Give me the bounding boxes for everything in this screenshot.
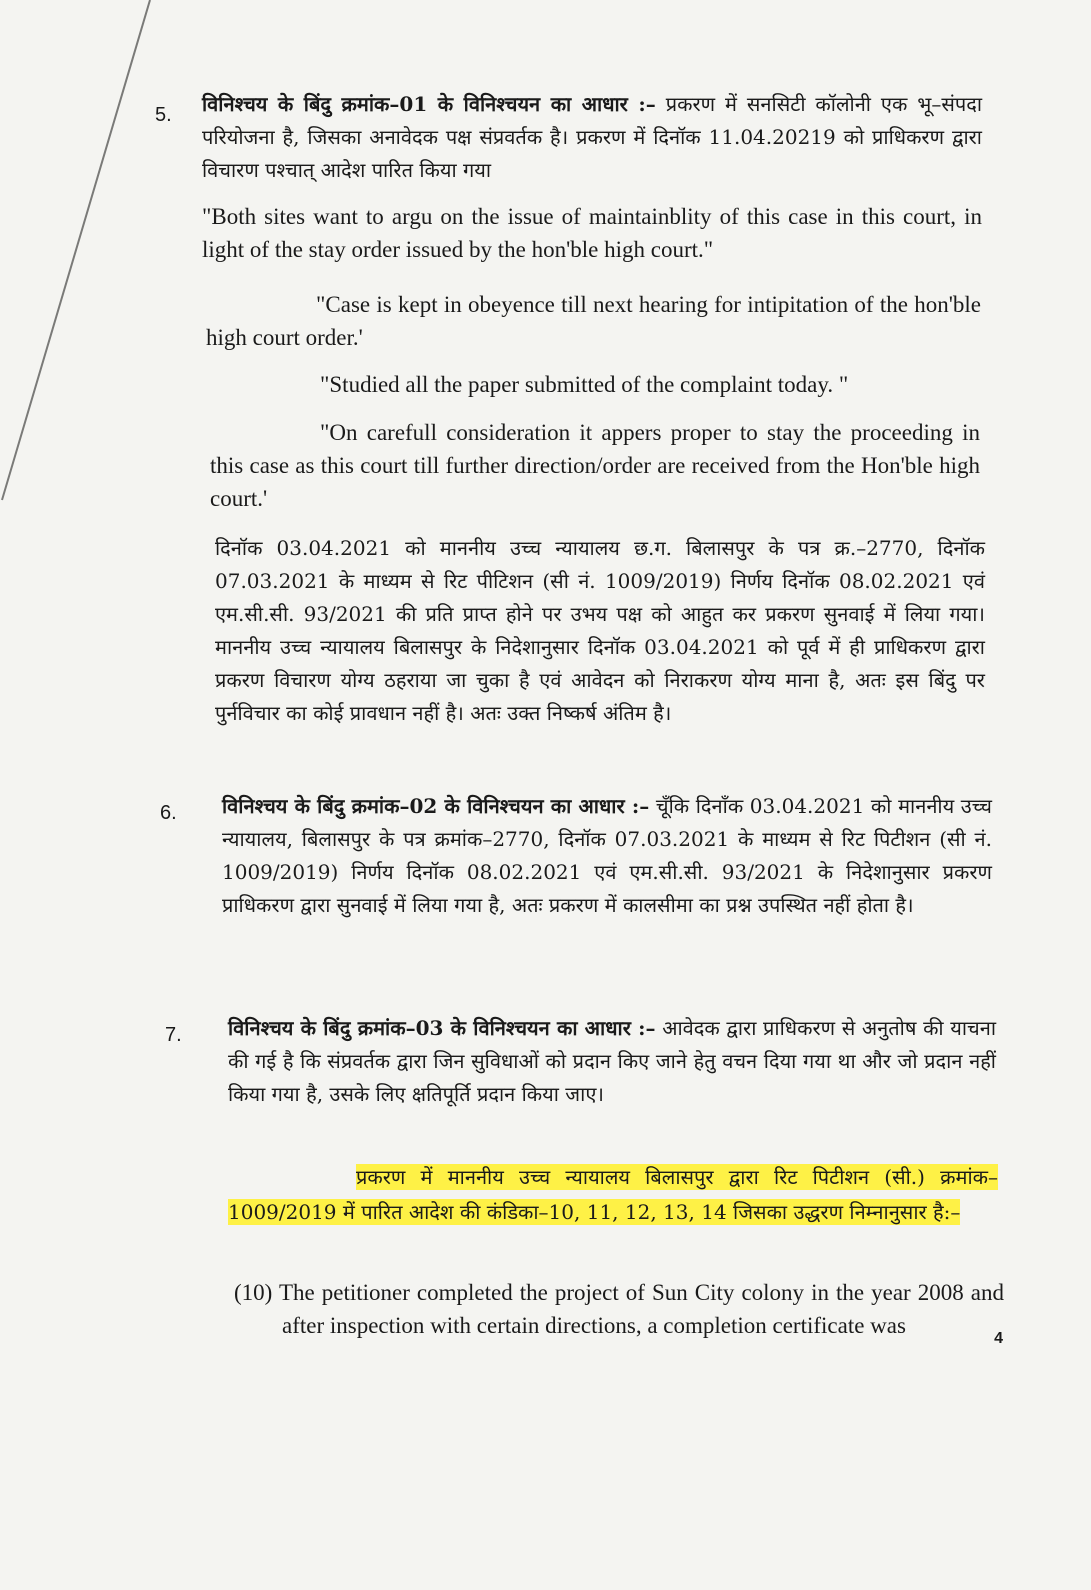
para-6-text: चूँकि दिनाँक 03.04.2021 को माननीय उच्च न्यायालय, बिलासपुर के पत्र क्रमांक–2770, दिनॉक 07.03.2021 के माध्यम से रिट पिटीशन (सी नं. 1009/2019) निर्णय दिनॉक 08.02.2021 एवं एम.सी.सी. 93/2021 के निदेशानुसार प्रकरण प्राधिकरण द्वारा सुनवाई में लिया गया है, अतः प्रकरण में कालसीमा का प्रश्न उपस्थित नहीं होता है। (222, 794, 993, 917)
para-7-text: आवेदक द्वारा प्राधिकरण से अनुतोष की याचना की गई है कि संप्रवर्तक द्वारा जिन सुविधाओं को प्रदान किए जाने हेतु वचन दिया गया था और जो प्रदान नहीं किया गया है, उसके लिए क्षतिपूर्ति प्रदान किया जाए। (228, 1016, 997, 1106)
para-5-text: प्रकरण में सनसिटी कॉलोनी एक भू–संपदा परियोजना है, जिसका अनावेदक पक्ष संप्रवर्तक है। प्रकरण में दिनॉक 11.04.20219 को प्राधिकरण द्वारा विचारण पश्चात् आदेश पारित किया गया (202, 92, 982, 182)
para-5-body (202, 88, 982, 187)
quote-10: (10) The petitioner completed the project of Sun City colony in the year 2008 and after inspection with certain directions, a completion certificate was (234, 1280, 1004, 1338)
para-7-number: 7. (165, 1024, 182, 1046)
highlighted-citation: प्रकरण में माननीय उच्च न्यायालय बिलासपुर द्वारा रिट पिटीशन (सी.) क्रमांक–1009/2019 में पारित आदेश की कंडिका–10, 11, 12, 13, 14 जिसका उद्धरण निम्नानुसार है:– (228, 1165, 998, 1224)
quote-3: "Studied all the paper submitted of the complaint today. " (320, 372, 849, 397)
quote-2: "Case is kept in obeyence till next hearing for intipitation of the hon'ble high court order.' (206, 292, 981, 350)
para-7-heading: विनिश्चय के बिंदु क्रमांक–03 के विनिश्चयन का आधार :– (228, 1016, 656, 1040)
page-number: 4 (994, 1330, 1003, 1347)
quote-4: "On carefull consideration it appers proper to stay the proceeding in this case as this court till further direction/order are received from the Hon'ble high court.' (210, 420, 980, 511)
quote-1: "Both sites want to argu on the issue of maintainblity of this case in this court, in light of the stay order issued by the hon'ble high court." (202, 204, 982, 262)
para-6-number: 6. (160, 802, 177, 824)
para-6-heading: विनिश्चय के बिंदु क्रमांक–02 के विनिश्चयन का आधार :– (222, 794, 650, 818)
para-5-continuation: दिनॉक 03.04.2021 को माननीय उच्च न्यायालय छ.ग. बिलासपुर के पत्र क्र.–2770, दिनॉक 07.03.2021 के माध्यम से रिट पीटिशन (सी नं. 1009/2019) निर्णय दिनॉक 08.02.2021 एवं एम.सी.सी. 93/2021 की प्रति प्राप्त होने पर उभय पक्ष को आहुत कर प्रकरण सुनवाई में लिया गया। माननीय उच्च न्यायालय बिलासपुर के निदेशानुसार दिनॉक 03.04.2021 को पूर्व में ही प्राधिकरण द्वारा प्रकरण विचारण योग्य ठहराया जा चुका है एवं आवेदन को निराकरण योग्य माना है, अतः इस बिंदु पर पुर्नविचार का कोई प्रावधान नहीं है। अतः उक्त निष्कर्ष अंतिम है। (215, 536, 985, 725)
para-7-highlighted-block (228, 1160, 998, 1230)
paper-edge-shadow (0, 0, 160, 520)
para-7-body (228, 1012, 996, 1111)
para-5-number: 5. (155, 104, 172, 126)
para-5-heading: विनिश्चय के बिंदु क्रमांक–01 के विनिश्चयन का आधार :– (202, 92, 656, 116)
para-6-body (222, 790, 992, 922)
